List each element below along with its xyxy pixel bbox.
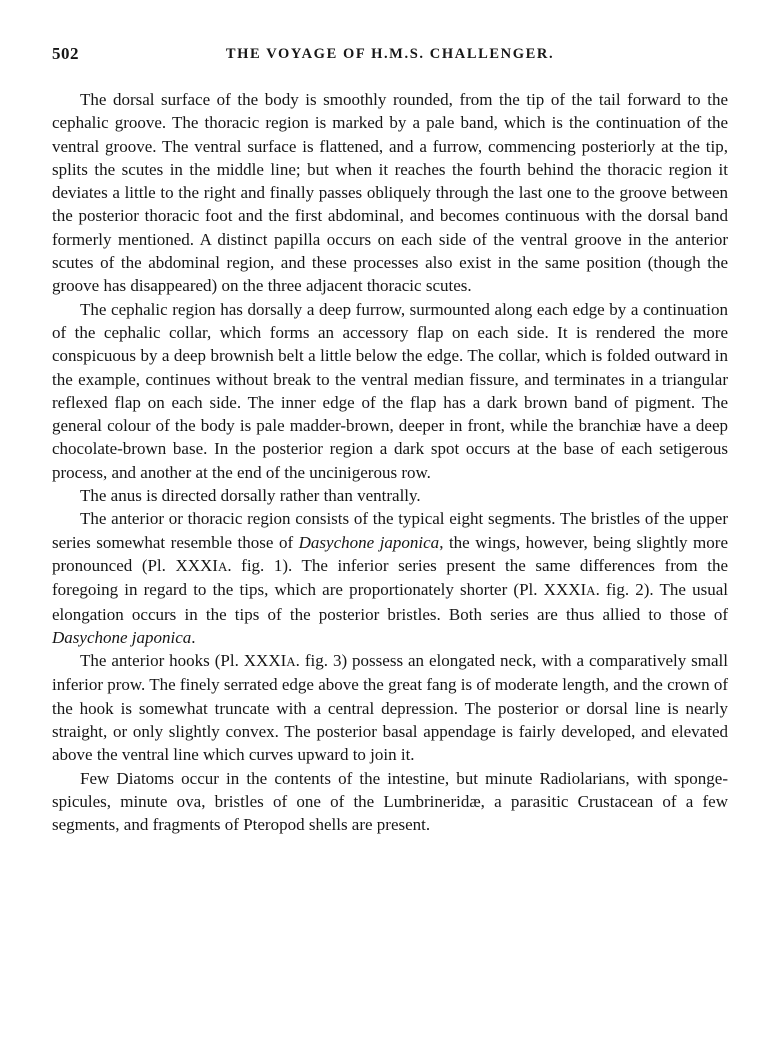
paragraph-anus: The anus is directed dorsally rather than ventrally. bbox=[80, 486, 421, 506]
paragraph-anterior-hooks bbox=[52, 649, 728, 766]
running-title: THE VOYAGE OF H.M.S. CHALLENGER. bbox=[225, 46, 555, 62]
paragraph-dorsal-surface: The dorsal surface of the body is smoothly rounded, from the tip of the tail forward to the cephalic groove. The thoracic region is marked by a pale band, which is the continuation of the ventral groove. The ventral surface is flattened, and a furrow, commencing posteriorly at the tip, splits the scutes in the middle line; but when it reaches the fourth behind the thoracic region it deviates a little to the right and finally passes obliquely through the last one to the groove between the posterior thoracic foot and the first abdominal, and becomes continuous with the dorsal band formerly mentioned. A distinct papilla occurs on each side of the ventral groove in the anterior scutes of the abdominal region, and these processes also exist in the same position (though the groove has disappeared) on the three adjacent thoracic scutes. bbox=[52, 90, 728, 296]
text-run: . fig. 2). The usual elongation occurs in the tips of the posterior bristles. Both series are thus allied to those of bbox=[52, 580, 728, 624]
body-text bbox=[52, 88, 728, 837]
page-number: 502 bbox=[52, 44, 79, 63]
paragraph-intestine-contents: Few Diatoms occur in the contents of the intestine, but minute Radiolarians, with sponge-spicules, minute ova, bristles of one of the Lumbrineridæ, a parasitic Crustacean of a few segments, and fragments of Pteropod shells are present. bbox=[52, 768, 728, 835]
text-run: . fig. 3) possess an elongated neck, with a comparatively small inferior prow. The finely serrated edge above the great fang is of moderate length, and the crown of the hook is somewhat truncate with a central depression. The posterior or dorsal line is nearly straight, or only slightly convex. The posterior basal appendage is fairly developed, and elevated above the ventral line which curves upward to join it. bbox=[52, 651, 728, 765]
plate-suffix: A bbox=[286, 654, 296, 670]
species-name: Dasychone japonica bbox=[52, 627, 192, 647]
paragraph-cephalic-region: The cephalic region has dorsally a deep furrow, surmounted along each edge by a continuation of the cephalic collar, which forms an accessory flap on each side. It is rendered the more conspicuous by a deep brownish belt a little below the edge. The collar, which is folded outward in the example, continues without break to the ventral median fissure, and terminates in a triangular reflexed flap on each side. The inner edge of the flap has a dark brown band of pigment. The general colour of the body is pale madder-brown, deeper in front, while the branchiæ have a deep chocolate-brown base. In the posterior region a dark spot occurs at the base of each setigerous process, and another at the end of the uncinigerous row. bbox=[52, 299, 728, 482]
page-header bbox=[52, 44, 728, 68]
text-run: , the wings, however, being slightly more pronounced (Pl. XXXI bbox=[52, 532, 728, 575]
text-run: The anterior hooks (Pl. XXXI bbox=[80, 651, 287, 671]
text-run: The anterior or thoracic region consists of the typical eight segments. The bristles of the upper series somewhat resemble those of bbox=[52, 509, 728, 552]
plate-suffix: A bbox=[586, 583, 596, 599]
species-name: Dasychone japonica bbox=[298, 532, 440, 552]
text-run: . fig. 1). The inferior series present the same differences from the foregoing in regard to the tips, which are proportionately shorter (Pl. XXXI bbox=[52, 555, 728, 600]
plate-suffix: A bbox=[217, 558, 228, 574]
paragraph-thoracic-region bbox=[52, 507, 728, 649]
text-run: . bbox=[191, 627, 196, 647]
